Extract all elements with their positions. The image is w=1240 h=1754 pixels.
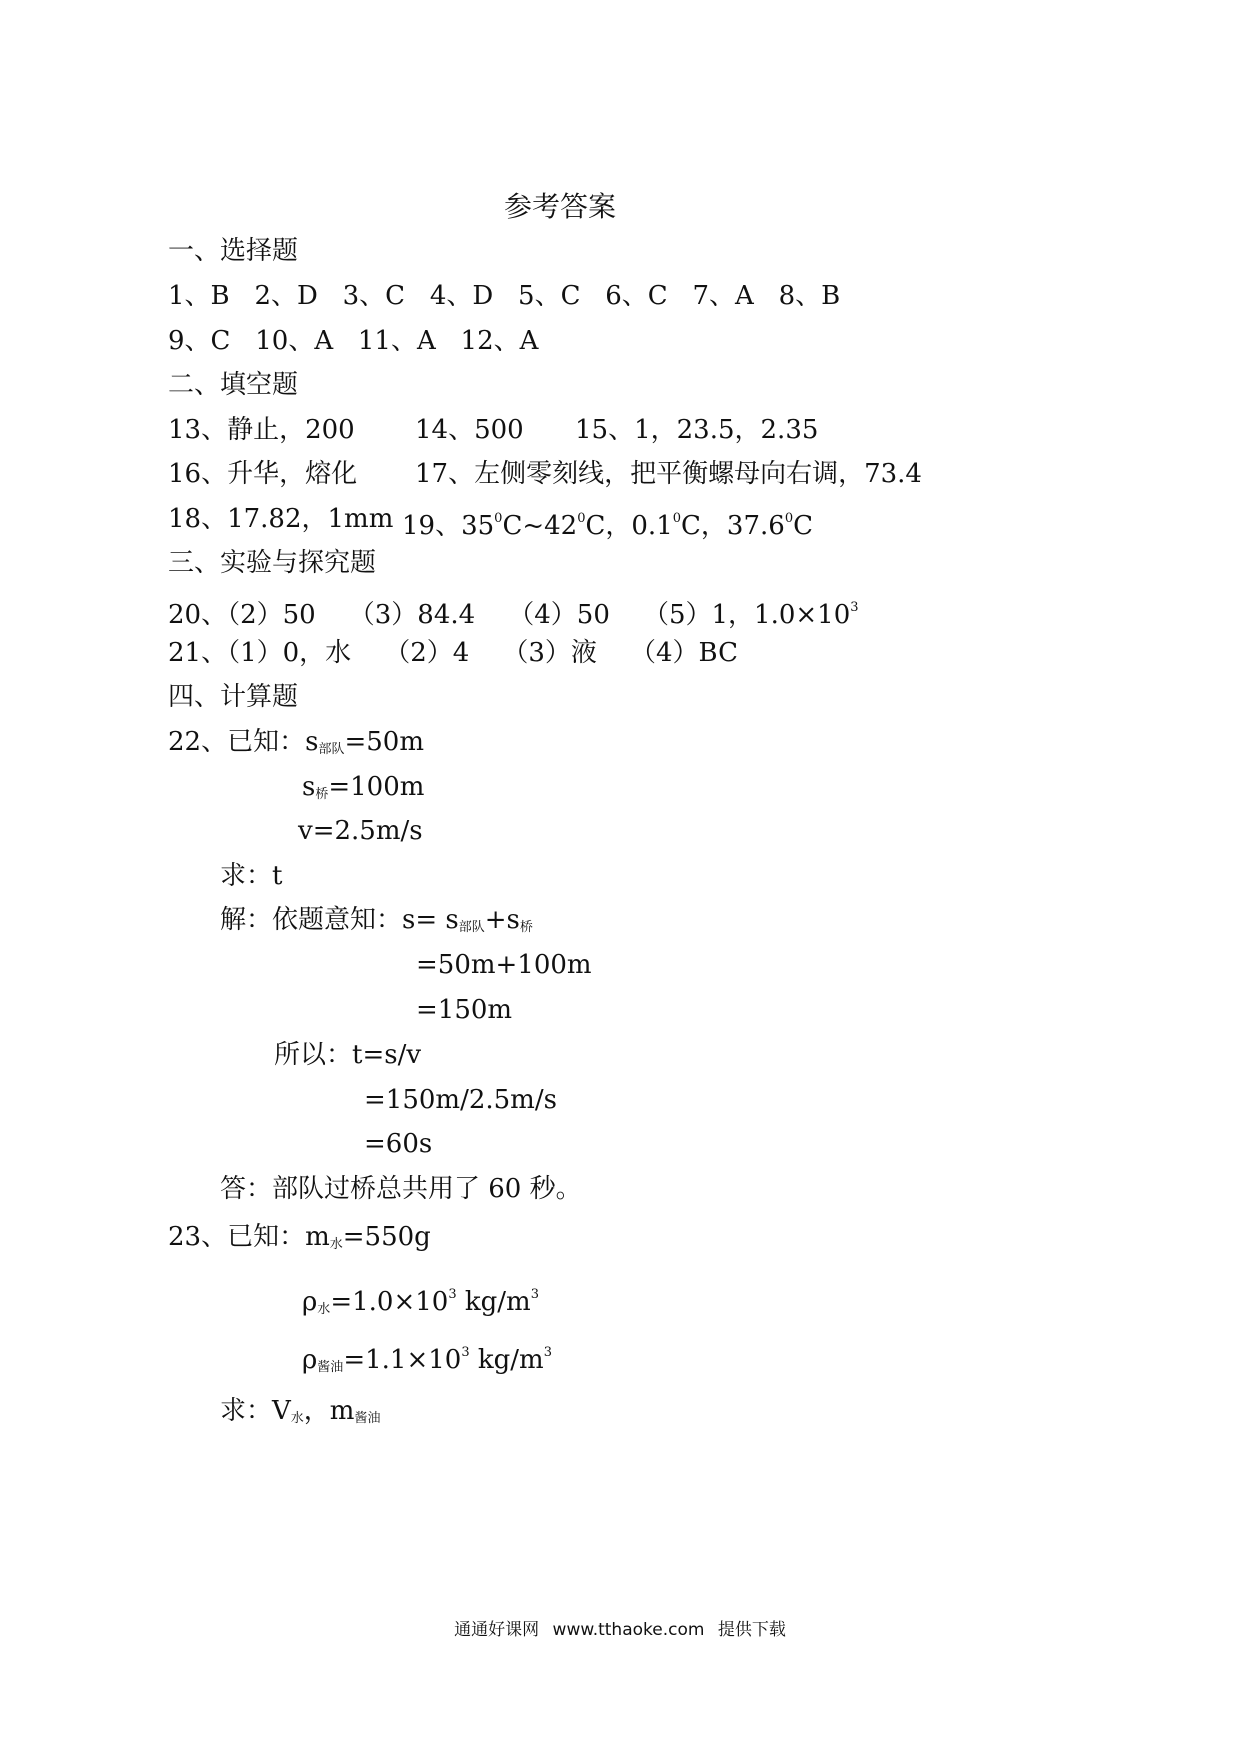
section-heading-choice: 一、选择题 — [168, 236, 299, 266]
q22-answer: 答：部队过桥总共用了 60 秒。 — [220, 1174, 582, 1204]
answer-q20: 20、（2）50 （3）84.4 （4）50 （5）1，$1.0\times 10^3$ — [168, 600, 859, 630]
page-title: 参考答案 — [504, 190, 617, 223]
section-heading-calculation: 四、计算题 — [168, 682, 299, 712]
q22-step-1: =50m+100m — [416, 950, 592, 980]
section-heading-fill: 二、填空题 — [168, 370, 299, 400]
q23-known-density-water: $\rho_水=1.0\times 10^3$ $kg/m^3$ — [302, 1287, 539, 1317]
q22-step-2: =150m — [416, 995, 513, 1025]
q22-solution-start: 解：依题意知：$s= s_{部队}+s_桥$ — [220, 905, 533, 935]
q22-step-4: =60s — [364, 1129, 433, 1159]
q23-known-density-soy-sauce: $\rho_{酱油}=1.1\times 10^3$ $kg/m^3$ — [302, 1345, 552, 1375]
q22-known-velocity: v=2.5m/s — [298, 816, 423, 846]
footer-suffix: 提供下载 — [717, 1620, 786, 1640]
footer-url[interactable]: www.tthaoke.com — [552, 1620, 705, 1640]
answer-q14: 14、500 — [415, 415, 524, 445]
answer-q18: 18、17.82，1mm — [168, 504, 394, 534]
q22-known-bridge: $s_桥=100m$ — [302, 772, 425, 802]
answer-q21: 21、（1）0，水 （2）4 （3）液 （4）BC — [168, 638, 738, 668]
q22-known-troop: 22、已知：$s_{部队}=50m$ — [168, 727, 424, 757]
answer-q17: 17、左侧零刻线，把平衡螺母向右调，73.4 — [415, 459, 922, 489]
footer-site-name: 通通好课网 — [454, 1620, 540, 1640]
q22-therefore: 所以：t=s/v — [274, 1040, 422, 1070]
q22-ask: 求：t — [220, 861, 283, 891]
answer-q19: 19、$35^0C\sim 42^0C$，$0.1^0C$，37.6$^0$C — [402, 511, 814, 541]
section-heading-experiment: 三、实验与探究题 — [168, 548, 377, 578]
choice-answers-row-2: 9、C 10、A 11、A 12、A — [168, 326, 539, 356]
answer-q16: 16、升华，熔化 — [168, 459, 358, 489]
choice-answers-row-1: 1、B 2、D 3、C 4、D 5、C 6、C 7、A 8、B — [168, 281, 841, 311]
page-footer — [0, 1618, 1240, 1642]
answer-q15: 15、1，23.5，2.35 — [575, 415, 819, 445]
q23-ask: 求：$V_水$，$m_{酱油}$ — [220, 1396, 381, 1426]
answer-q13: 13、静止，200 — [168, 415, 355, 445]
q23-known-mass: 23、已知：$m_水=550g$ — [168, 1222, 431, 1252]
q22-step-3: =150m/2.5m/s — [364, 1085, 557, 1115]
